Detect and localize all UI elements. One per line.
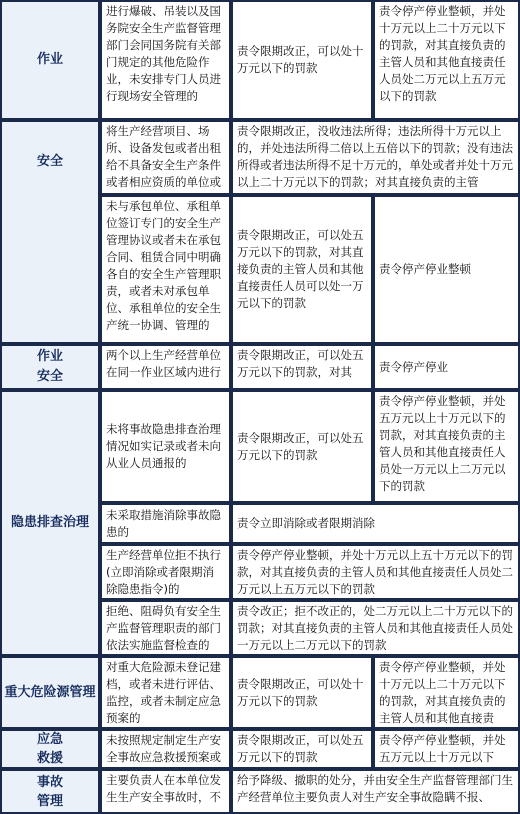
- penalty-merged-cell: [231, 503, 520, 544]
- category-cell: [0, 729, 100, 769]
- category-cell: [0, 390, 100, 656]
- penalty-merged-cell: 给予降级、撤职的处分，并由安全生产监督管理部门生产经营单位主要负责人对生产安全事故隐瞒不报、: [231, 769, 520, 814]
- category-cell: [0, 769, 100, 814]
- violation-text: 未将事故隐患排查治理情况如实记录或者未向从业人员通报的: [106, 422, 221, 470]
- category-label: 作业安全: [36, 349, 63, 384]
- violation-text: 未采取措施消除事故隐患的: [106, 507, 221, 539]
- violation-cell: [100, 503, 231, 544]
- penalty-merged-cell: 责令改正；拒不改正的，处二万元以上二十万元以下的罚款；对其直接负责的主管人员和其他直接责任人员处一万元以上二万元以下的罚款: [231, 600, 520, 656]
- penalty-text: 责令限期改正，可以处十万元以下的罚款: [237, 676, 364, 708]
- category-label: 重大危险源管理: [4, 684, 96, 700]
- category-label: 应急救援: [36, 732, 63, 766]
- violation-cell: 生产经营单位拒不执行(立即消除或者限期消除隐患指令)的: [100, 544, 231, 600]
- penalty-cell: 责令限期改正，可以处五万元以下的罚款，对其: [231, 344, 373, 390]
- violation-cell: 两个以上生产经营单位在同一作业区域内进行: [100, 344, 231, 390]
- violation-cell: 未按照规定制定生产安全事故应急救援预案或: [100, 729, 231, 769]
- category-cell: [0, 344, 100, 390]
- penalty-cell: [231, 656, 373, 729]
- penalty-cell: [231, 195, 373, 344]
- violation-cell: [100, 390, 231, 503]
- penalty-text: 责令停产停业: [379, 359, 448, 374]
- violation-cell: 对重大危险源未登记建档，或者未进行评估、监控，或者未制定应急预案的: [100, 656, 231, 729]
- category-label: 作业: [36, 52, 63, 67]
- penalty-text: 责令停产停业整顿: [379, 262, 471, 276]
- category-cell: [0, 120, 100, 344]
- violation-cell: 进行爆破、吊装以及国务院安全生产监督管理部门会同国务院有关部门规定的其他危险作业，未安排专门人员进行现场安全管理的: [100, 0, 231, 120]
- category-label: 事故管理: [36, 774, 63, 809]
- category-label: 安全: [36, 154, 63, 169]
- penalty-severe-cell: [373, 344, 520, 390]
- penalty-text: 责令限期改正，可以处五万元以下的罚款: [237, 430, 364, 462]
- violation-cell: 拒绝、阻碍负有安全生产监督管理职责的部门依法实施监督检查的: [100, 600, 231, 656]
- penalty-severe-cell: 责令停产停业整顿，并处五万元以上十万元以下: [373, 729, 520, 769]
- violation-cell: 未与承包单位、承租单位签订专门的安全生产管理协议或者未在承包合同、租赁合同中明确各自的安全生产管理职责，或者未对承包单位、承租单位的安全生产统一协调、管理的: [100, 195, 231, 344]
- penalty-text: 责令限期改正，可以处五万元以下的罚款，对其直接负责的主管人员和其他直接责任人员可以处一万元以下的罚款: [237, 228, 364, 310]
- penalty-severe-cell: 责令停产停业整顿，并处十万元以上二十万元以下的罚款，对其直接负责的主管人员和其他直接责任人员处二万元以上五万元以下的罚款: [373, 0, 520, 120]
- category-cell: [0, 0, 100, 120]
- violation-cell: 将生产经营项目、场所、设备发包或者出租给不具备安全生产条件或者相应资质的单位或: [100, 120, 231, 195]
- penalty-text: 责令限期改正，可以处十万元以下的罚款: [237, 44, 364, 75]
- penalty-severe-cell: 责令停产停业整顿，并处五万元以上十万元以下的罚款，对其直接负责的主管人员和其他直接责任人员处一万元以上二万元以下的罚款: [373, 390, 520, 503]
- penalty-merged-cell: 责令限期改正，没收违法所得；违法所得十万元以上的，并处违法所得二倍以上五倍以下的罚款；没有违法所得或者违法所得不足十万元的，单处或者并处十万元以上二十万元以下的罚款；对其直接负责的主管: [231, 120, 520, 195]
- penalty-merged-cell: 责令停产停业整顿，并处十万元以上五十万元以下的罚款，对其直接负责的主管人员和其他直接责任人员处二万元以上五万元以下的罚款: [231, 544, 520, 600]
- violation-cell: 主要负责人在本单位发生生产安全事故时，不: [100, 769, 231, 814]
- penalty-severe-cell: 责令停产停业整顿，并处十万元以上二十万元以下的罚款，对其直接负责的主管人员和其他直接责: [373, 656, 520, 729]
- penalty-text: 责令立即消除或者限期消除: [237, 516, 375, 530]
- penalty-severe-cell: [373, 195, 520, 344]
- penalty-cell: 责令限期改正，可以处五万元以下的罚款: [231, 729, 373, 769]
- category-label: 隐患排查治理: [10, 515, 89, 530]
- penalty-cell: [231, 390, 373, 503]
- penalty-cell: [231, 0, 373, 120]
- category-cell: [0, 656, 100, 729]
